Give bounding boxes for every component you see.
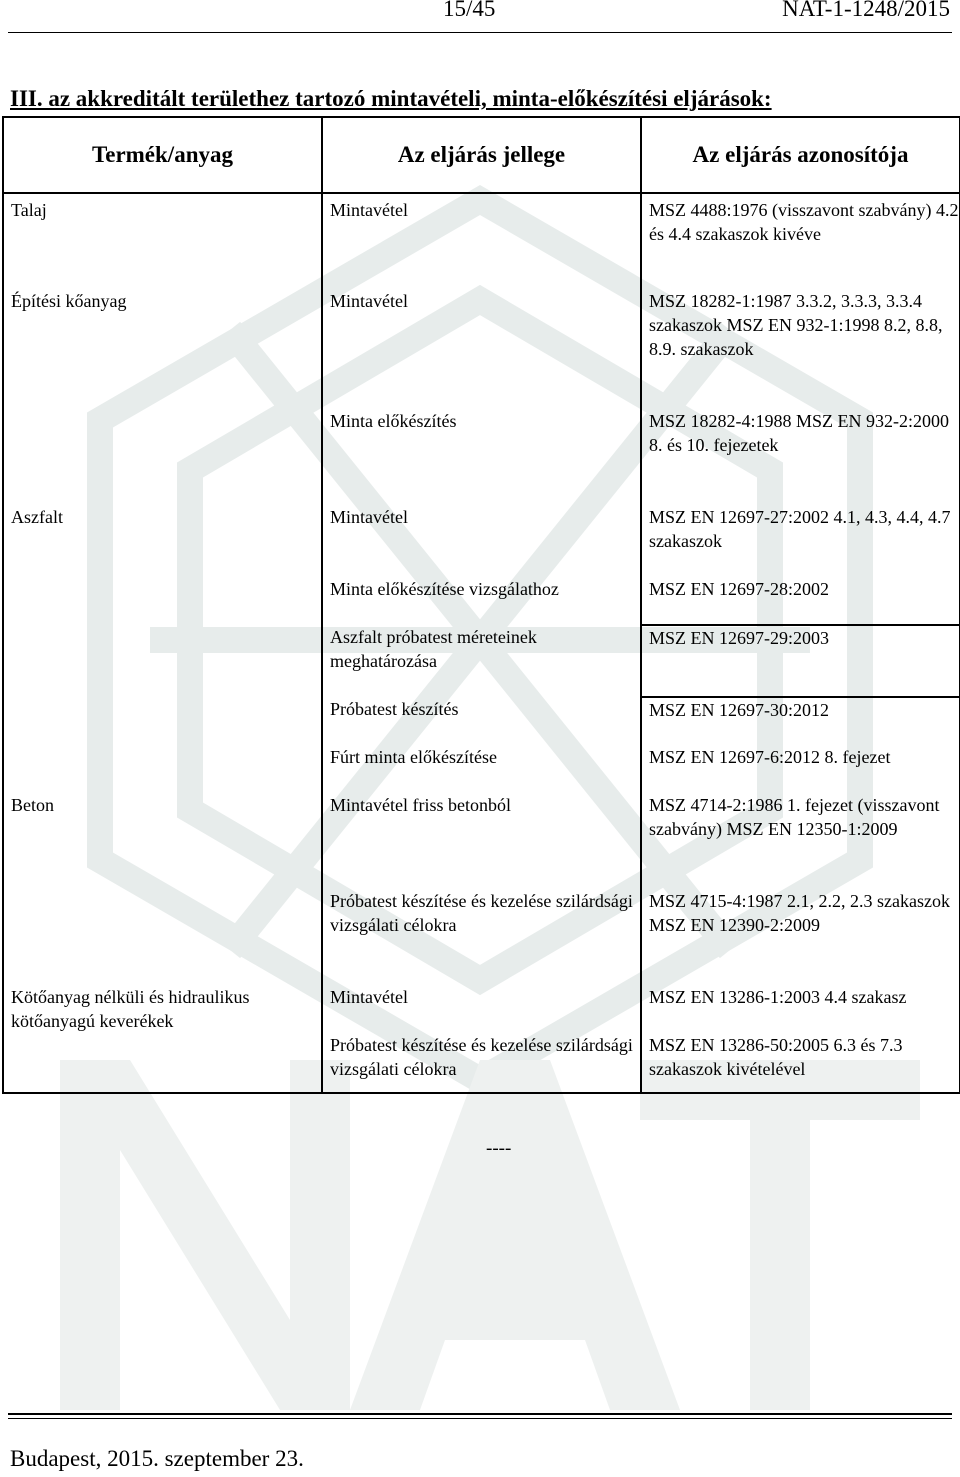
- table-header-row: [3, 117, 960, 193]
- product-cell: Beton: [3, 793, 322, 889]
- procedure-cell: Minta előkészítése vizsgálathoz: [322, 577, 641, 625]
- procedure-cell: Mintavétel: [322, 193, 641, 289]
- product-cell: [3, 697, 322, 745]
- product-cell: Talaj: [3, 193, 322, 289]
- page-number: 15/45: [443, 0, 496, 21]
- procedure-cell: Aszfalt próbatest méreteinek meghatározása: [322, 625, 641, 697]
- identifier-cell: MSZ EN 12697-27:2002 4.1, 4.3, 4.4, 4.7 szakaszok: [641, 505, 960, 577]
- identifier-cell: MSZ EN 12697-28:2002: [641, 577, 960, 625]
- product-cell: Építési kőanyag: [3, 289, 322, 409]
- procedure-cell: Mintavétel: [322, 289, 641, 409]
- product-cell: Kötőanyag nélküli és hidraulikus kötőanyagú keverékek: [3, 985, 322, 1093]
- identifier-cell: MSZ 4715-4:1987 2.1, 2.2, 2.3 szakaszok MSZ EN 12390-2:2009: [641, 889, 960, 985]
- table-row: [3, 577, 960, 625]
- product-cell: Aszfalt: [3, 505, 322, 577]
- identifier-cell: MSZ EN 12697-6:2012 8. fejezet: [641, 745, 960, 793]
- table-row: [3, 409, 960, 505]
- identifier-cell: MSZ 18282-1:1987 3.3.2, 3.3.3, 3.3.4 szakaszok MSZ EN 932-1:1998 8.2, 8.8, 8.9. szakaszok: [641, 289, 960, 409]
- product-cell: [3, 577, 322, 625]
- header-product: Termék/anyag: [3, 117, 322, 193]
- table-row: [3, 193, 960, 289]
- table-row: [3, 745, 960, 793]
- identifier-cell: MSZ EN 13286-1:2003 4.4 szakasz: [641, 985, 960, 1033]
- product-cell: [3, 625, 322, 697]
- identifier-cell: MSZ 18282-4:1988 MSZ EN 932-2:2000 8. és 10. fejezetek: [641, 409, 960, 505]
- identifier-cell: MSZ EN 12697-29:2003: [641, 625, 960, 697]
- document-id: NAT-1-1248/2015: [782, 0, 950, 21]
- table-row: [3, 625, 960, 697]
- procedure-cell: Mintavétel friss betonból: [322, 793, 641, 889]
- identifier-cell: MSZ EN 12697-30:2012: [641, 697, 960, 745]
- table-row: [3, 985, 960, 1033]
- procedure-cell: Próbatest készítés: [322, 697, 641, 745]
- procedure-cell: Mintavétel: [322, 985, 641, 1033]
- procedure-cell: Mintavétel: [322, 505, 641, 577]
- identifier-cell: MSZ 4714-2:1986 1. fejezet (visszavont szabvány) MSZ EN 12350-1:2009: [641, 793, 960, 889]
- product-cell: [3, 889, 322, 985]
- identifier-cell: MSZ 4488:1976 (visszavont szabvány) 4.2 és 4.4 szakaszok kivéve: [641, 193, 960, 289]
- table-row: [3, 889, 960, 985]
- product-cell: [3, 409, 322, 505]
- header-identifier: Az eljárás azonosítója: [641, 117, 960, 193]
- product-cell: [3, 745, 322, 793]
- footer-rule: [8, 1413, 952, 1415]
- table-row: [3, 289, 960, 409]
- table-row: [3, 793, 960, 889]
- footer-date: Budapest, 2015. szeptember 23.: [10, 1446, 304, 1471]
- table-row: [3, 697, 960, 745]
- procedure-cell: Fúrt minta előkészítése: [322, 745, 641, 793]
- footer-rule-thin: [8, 1418, 952, 1419]
- procedure-cell: Minta előkészítés: [322, 409, 641, 505]
- identifier-cell: MSZ EN 13286-50:2005 6.3 és 7.3 szakaszok kivételével: [641, 1033, 960, 1093]
- section-title: III. az akkreditált területhez tartozó mintavételi, minta-előkészítési eljárások:: [10, 86, 772, 111]
- procedures-table: [2, 116, 960, 1094]
- header-procedure: Az eljárás jellege: [322, 117, 641, 193]
- procedure-cell: Próbatest készítése és kezelése szilárdsági vizsgálati célokra: [322, 889, 641, 985]
- end-marker: ----: [486, 1138, 512, 1159]
- table-row: [3, 505, 960, 577]
- header-rule: [8, 32, 952, 33]
- procedure-cell: Próbatest készítése és kezelése szilárdsági vizsgálati célokra: [322, 1033, 641, 1093]
